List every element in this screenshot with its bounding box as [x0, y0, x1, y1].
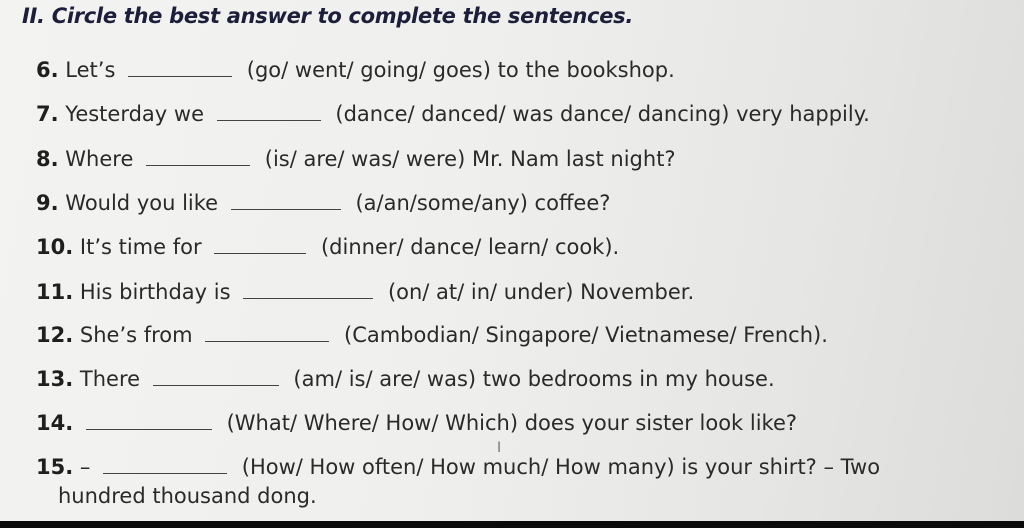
question-number: 15.: [36, 455, 74, 479]
answer-blank[interactable]: [214, 235, 306, 254]
answer-blank[interactable]: [103, 455, 227, 474]
answer-blank[interactable]: [217, 102, 321, 121]
question-options: (go/ went/ going/ goes) to the bookshop.: [246, 58, 675, 82]
question-options: (What/ Where/ How/ Which) does your sister look like?: [226, 411, 798, 435]
answer-blank[interactable]: [146, 147, 250, 166]
question-10: [36, 235, 619, 259]
question-options: (How/ How often/ How much/ How many) is your shirt? – Two: [241, 455, 881, 479]
question-14: [36, 411, 797, 435]
question-13: [36, 367, 775, 391]
section-heading: II. Circle the best answer to complete the sentences.: [22, 4, 634, 28]
question-number: 14.: [36, 411, 74, 435]
question-options: (dinner/ dance/ learn/ cook).: [320, 235, 620, 259]
question-7: [36, 102, 870, 126]
question-text-before: His birthday is: [79, 280, 231, 304]
answer-blank[interactable]: [231, 191, 341, 210]
question-15-continuation: hundred thousand dong.: [58, 484, 317, 508]
question-options: (Cambodian/ Singapore/ Vietnamese/ French).: [344, 323, 828, 347]
answer-blank[interactable]: [153, 367, 279, 386]
question-number: 7.: [36, 102, 59, 126]
question-options: (dance/ danced/ was dance/ dancing) very happily.: [335, 102, 870, 126]
question-text-before: She’s from: [79, 323, 193, 347]
question-text-before: There: [79, 367, 141, 391]
question-text-before: Would you like: [65, 191, 219, 215]
question-12: [36, 323, 828, 347]
text-cursor-icon: I: [497, 440, 502, 456]
question-number: 13.: [36, 367, 74, 391]
question-number: 11.: [36, 280, 74, 304]
question-options: (on/ at/ in/ under) November.: [387, 280, 695, 304]
question-options: (a/an/some/any) coffee?: [355, 191, 611, 215]
answer-blank[interactable]: [243, 280, 373, 299]
question-number: 10.: [36, 235, 74, 259]
answer-blank[interactable]: [86, 411, 212, 430]
question-15: [36, 455, 880, 479]
question-options: (is/ are/ was/ were) Mr. Nam last night?: [264, 147, 676, 171]
bottom-edge: [0, 521, 1024, 528]
answer-blank[interactable]: [205, 323, 329, 342]
question-text-before: Where: [65, 147, 134, 171]
question-number: 6.: [36, 58, 59, 82]
question-number: 8.: [36, 147, 59, 171]
question-text-before: Yesterday we: [65, 102, 204, 126]
answer-blank[interactable]: [128, 58, 232, 77]
question-9: [36, 191, 610, 215]
question-6: [36, 58, 675, 82]
question-options: (am/ is/ are/ was) two bedrooms in my house.: [293, 367, 775, 391]
question-number: 9.: [36, 191, 59, 215]
question-number: 12.: [36, 323, 74, 347]
question-8: [36, 147, 676, 171]
question-11: [36, 280, 694, 304]
question-text-before: It’s time for: [79, 235, 202, 259]
question-text-before: –: [79, 455, 91, 479]
question-text-before: Let’s: [65, 58, 116, 82]
